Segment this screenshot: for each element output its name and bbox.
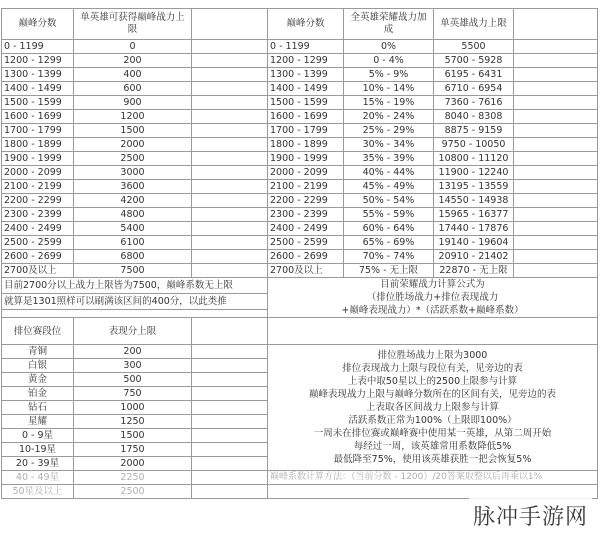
right-score-cell: 1400 - 1499 (268, 82, 344, 96)
spacer (192, 82, 268, 96)
right-bonus-cell: 20% - 24% (344, 110, 434, 124)
spacer (192, 236, 268, 250)
spacer (514, 222, 598, 236)
spacer (514, 9, 598, 40)
left-score-cell: 2400 - 2499 (2, 222, 74, 236)
spacer (192, 180, 268, 194)
tier-cap-cell: 1500 (74, 429, 192, 443)
rule-line: 一周未在排位赛或巅峰赛中使用某一英雄，从第二周开始 (313, 428, 552, 439)
tier-cap-cell: 300 (74, 359, 192, 373)
left-score-cell: 2700及以上 (2, 264, 74, 278)
spacer (192, 250, 268, 264)
tier-cell: 钻石 (2, 401, 74, 415)
note-text: 就算是1301照样可以刷满该区间的400分，以此类推 (2, 294, 268, 310)
spacer (192, 110, 268, 124)
spacer (192, 429, 268, 443)
spacer (514, 82, 598, 96)
right-score-cell: 2500 - 2599 (268, 236, 344, 250)
left-score-cell: 1400 - 1499 (2, 82, 74, 96)
left-power-cell: 2000 (74, 138, 192, 152)
tier-cell: 白银 (2, 359, 74, 373)
tier-cap-cell: 500 (74, 373, 192, 387)
left-score-cell: 1500 - 1599 (2, 96, 74, 110)
spacer (192, 222, 268, 236)
spacer (514, 264, 598, 278)
left-power-cell: 900 (74, 96, 192, 110)
left-score-cell: 1200 - 1299 (2, 54, 74, 68)
left-power-cell: 4200 (74, 194, 192, 208)
right-bonus-cell: 50% - 54% (344, 194, 434, 208)
left-score-cell: 1700 - 1799 (2, 124, 74, 138)
right-score-cell: 2200 - 2299 (268, 194, 344, 208)
spacer (192, 318, 268, 345)
left-score-cell: 0 - 1199 (2, 40, 74, 54)
left-power-cell: 5400 (74, 222, 192, 236)
spacer (514, 166, 598, 180)
right-score-cell: 1800 - 1899 (268, 138, 344, 152)
tier-cell: 20 - 39星 (2, 457, 74, 471)
tier-cell: 0 - 9星 (2, 429, 74, 443)
spacer (192, 401, 268, 415)
left-power-cell: 1200 (74, 110, 192, 124)
right-bonus-cell: 15% - 19% (344, 96, 434, 110)
formula-line: （排位胜场战力+排位表现战力 (366, 292, 499, 303)
right-bonus-cell: 30% - 34% (344, 138, 434, 152)
tier-cell: 40 - 49星 (2, 471, 74, 485)
spacer (192, 40, 268, 54)
spacer (514, 152, 598, 166)
spacer (514, 124, 598, 138)
table-row (2, 40, 598, 54)
spacer (192, 415, 268, 429)
right-cap-cell: 6710 - 6954 (434, 82, 514, 96)
right-score-cell: 0 - 1199 (268, 40, 344, 54)
spacer (192, 68, 268, 82)
spacer (514, 250, 598, 264)
spacer (2, 310, 268, 318)
table-row (2, 54, 598, 68)
rule-line: 巅峰表现战力上限与巅峰分数所在的区间有关，见旁边的表 (308, 389, 556, 400)
spacer (192, 443, 268, 457)
tier-cell: 黄金 (2, 373, 74, 387)
tier-cap-cell: 1750 (74, 443, 192, 457)
right-cap-cell: 5500 (434, 40, 514, 54)
header-left-score: 巅峰分数 (2, 9, 74, 40)
power-table (1, 8, 598, 499)
table-row (2, 82, 598, 96)
formula-line: +巅峰表现战力）*（活跃系数+巅峰系数） (341, 305, 524, 316)
spacer (192, 264, 268, 278)
tier-cap-cell: 1250 (74, 415, 192, 429)
rule-line: 排位表现战力上限与段位有关，见旁边的表 (342, 363, 523, 374)
right-bonus-cell: 65% - 69% (344, 236, 434, 250)
right-bonus-cell: 5% - 9% (344, 68, 434, 82)
left-score-cell: 2300 - 2399 (2, 208, 74, 222)
tier-cap-cell: 2500 (74, 485, 192, 499)
tier-cell: 10-19星 (2, 443, 74, 457)
right-bonus-cell: 45% - 49% (344, 180, 434, 194)
table-row (2, 152, 598, 166)
right-score-cell: 2000 - 2099 (268, 166, 344, 180)
table-row (2, 96, 598, 110)
right-bonus-cell: 75% - 无上限 (344, 264, 434, 278)
right-score-cell: 2600 - 2699 (268, 250, 344, 264)
right-bonus-cell: 55% - 59% (344, 208, 434, 222)
left-power-cell: 4800 (74, 208, 192, 222)
spacer (192, 471, 268, 485)
spacer (268, 318, 598, 345)
tier-row (2, 485, 598, 499)
header-right-cap: 单英雄战力上限 (434, 9, 514, 40)
right-cap-cell: 15965 - 16377 (434, 208, 514, 222)
spacer (192, 208, 268, 222)
right-bonus-cell: 60% - 64% (344, 222, 434, 236)
table-row (2, 138, 598, 152)
spacer (192, 457, 268, 471)
right-cap-cell: 22870 - 无上限 (434, 264, 514, 278)
table-row (2, 250, 598, 264)
spacer (192, 194, 268, 208)
spacer (192, 138, 268, 152)
right-cap-cell: 19140 - 19604 (434, 236, 514, 250)
spacer (192, 345, 268, 359)
left-score-cell: 1600 - 1699 (2, 110, 74, 124)
right-cap-cell: 5700 - 5928 (434, 54, 514, 68)
left-score-cell: 2200 - 2299 (2, 194, 74, 208)
right-cap-cell: 14550 - 14938 (434, 194, 514, 208)
header-row (2, 9, 598, 40)
right-score-cell: 1700 - 1799 (268, 124, 344, 138)
left-power-cell: 400 (74, 68, 192, 82)
header-right-bonus: 全英雄荣耀战力加成 (344, 9, 434, 40)
tier-cell: 星耀 (2, 415, 74, 429)
right-cap-cell: 20910 - 21402 (434, 250, 514, 264)
spacer (192, 96, 268, 110)
rule-line: 最低降至75%，使用该英雄获胜一把会恢复5% (333, 454, 532, 465)
spacer (514, 138, 598, 152)
header-left-power: 单英雄可获得巅峰战力上限 (74, 9, 192, 40)
spacer (192, 387, 268, 401)
right-bonus-cell: 40% - 44% (344, 166, 434, 180)
spacer (192, 9, 268, 40)
right-cap-cell: 8040 - 8308 (434, 110, 514, 124)
table-row (2, 264, 598, 278)
spacer (192, 54, 268, 68)
right-score-cell: 2100 - 2199 (268, 180, 344, 194)
left-power-cell: 2500 (74, 152, 192, 166)
spacer (514, 180, 598, 194)
spacer (514, 54, 598, 68)
left-power-cell: 3000 (74, 166, 192, 180)
right-bonus-cell: 35% - 39% (344, 152, 434, 166)
table-row (2, 110, 598, 124)
right-score-cell: 1500 - 1599 (268, 96, 344, 110)
right-bonus-cell: 25% - 29% (344, 124, 434, 138)
tier-row (2, 345, 598, 359)
rules-block (268, 345, 598, 471)
formula-line: 目前荣耀战力计算公式为 (380, 279, 485, 290)
left-score-cell: 1900 - 1999 (2, 152, 74, 166)
spacer (514, 68, 598, 82)
note-row (2, 278, 598, 294)
rule-line: 每经过一周，该英雄常用系数降低5% (353, 441, 512, 452)
table-row (2, 124, 598, 138)
table-row (2, 236, 598, 250)
right-bonus-cell: 10% - 14% (344, 82, 434, 96)
left-score-cell: 2000 - 2099 (2, 166, 74, 180)
tier-row (2, 471, 598, 485)
left-power-cell: 0 (74, 40, 192, 54)
rule-line: 上表中取50星以上的2500上限参与计算 (347, 376, 518, 387)
spacer (514, 40, 598, 54)
spacer (514, 96, 598, 110)
right-score-cell: 2700及以上 (268, 264, 344, 278)
rule-line: 排位胜场战力上限为3000 (377, 350, 488, 361)
left-power-cell: 6100 (74, 236, 192, 250)
rule-line: 活跃系数正常为100%（上限即100%） (348, 415, 517, 426)
left-score-cell: 2600 - 2699 (2, 250, 74, 264)
tier-cell: 铂金 (2, 387, 74, 401)
rule-line: 上表取各区间战力上限参与计算 (365, 402, 499, 413)
spacer (514, 110, 598, 124)
right-score-cell: 1600 - 1699 (268, 110, 344, 124)
peak-coefficient-rule: 巅峰系数计算方法：（当前分数 - 1200）/20答案取整以后再乘以1% (268, 471, 598, 485)
table-row (2, 68, 598, 82)
right-score-cell: 2400 - 2499 (268, 222, 344, 236)
left-power-cell: 600 (74, 82, 192, 96)
header-tier: 排位赛段位 (2, 318, 74, 345)
right-score-cell: 1900 - 1999 (268, 152, 344, 166)
left-power-cell: 1500 (74, 124, 192, 138)
tier-cell: 50星及以上 (2, 485, 74, 499)
tier-cap-cell: 200 (74, 345, 192, 359)
note-text: 目前2700分以上战力上限皆为7500，巅峰系数无上限 (2, 278, 268, 294)
left-score-cell: 2500 - 2599 (2, 236, 74, 250)
spacer (192, 124, 268, 138)
spacer (514, 194, 598, 208)
right-score-cell: 2300 - 2399 (268, 208, 344, 222)
left-score-cell: 1800 - 1899 (2, 138, 74, 152)
header-tier-cap: 表现分上限 (74, 318, 192, 345)
table-row (2, 180, 598, 194)
spacer (192, 373, 268, 387)
left-power-cell: 3600 (74, 180, 192, 194)
right-score-cell: 1300 - 1399 (268, 68, 344, 82)
tier-cap-cell: 750 (74, 387, 192, 401)
tier-cap-cell: 1000 (74, 401, 192, 415)
right-cap-cell: 17440 - 17876 (434, 222, 514, 236)
spacer (514, 236, 598, 250)
left-score-cell: 2100 - 2199 (2, 180, 74, 194)
right-cap-cell: 9750 - 10050 (434, 138, 514, 152)
spacer (268, 485, 598, 499)
spacer (514, 208, 598, 222)
right-cap-cell: 6195 - 6431 (434, 68, 514, 82)
right-bonus-cell: 0 - 4% (344, 54, 434, 68)
left-power-cell: 200 (74, 54, 192, 68)
left-score-cell: 1300 - 1399 (2, 68, 74, 82)
left-power-cell: 7500 (74, 264, 192, 278)
tier-header-row (2, 318, 598, 345)
right-cap-cell: 10800 - 11120 (434, 152, 514, 166)
spacer (192, 152, 268, 166)
right-bonus-cell: 70% - 74% (344, 250, 434, 264)
tier-cap-cell: 2250 (74, 471, 192, 485)
table-row (2, 208, 598, 222)
table-row (2, 166, 598, 180)
header-right-score: 巅峰分数 (268, 9, 344, 40)
tier-cap-cell: 2000 (74, 457, 192, 471)
spacer (192, 359, 268, 373)
spacer (192, 166, 268, 180)
spacer (192, 485, 268, 499)
right-bonus-cell: 0% (344, 40, 434, 54)
right-cap-cell: 8875 - 9159 (434, 124, 514, 138)
formula-block (268, 278, 598, 318)
right-cap-cell: 7360 - 7616 (434, 96, 514, 110)
right-score-cell: 1200 - 1299 (268, 54, 344, 68)
right-cap-cell: 13195 - 13559 (434, 180, 514, 194)
left-power-cell: 6800 (74, 250, 192, 264)
table-row (2, 222, 598, 236)
right-cap-cell: 11900 - 12240 (434, 166, 514, 180)
tier-cell: 青铜 (2, 345, 74, 359)
table-row (2, 194, 598, 208)
watermark: 脉冲手游网 (469, 498, 592, 533)
